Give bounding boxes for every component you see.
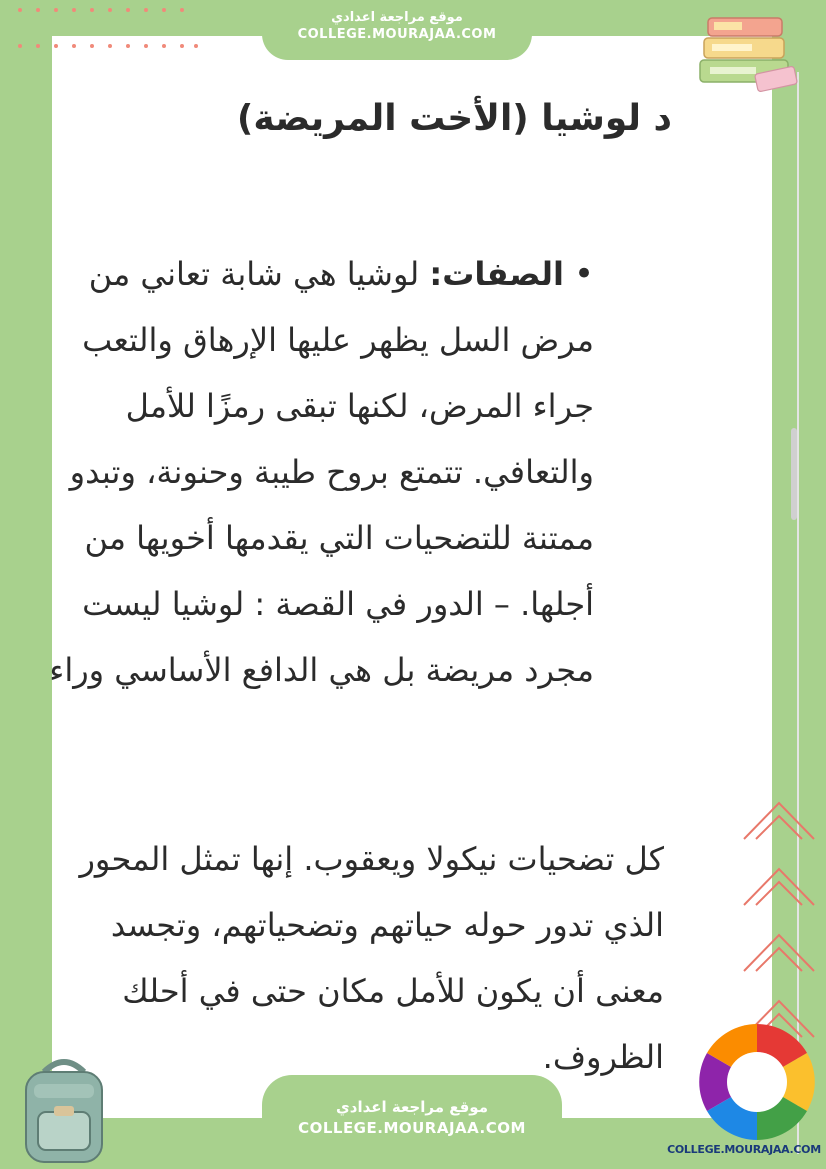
traits-paragraph	[24, 241, 594, 703]
continuation-paragraph: كل تضحيات نيكولا ويعقوب. إنها تمثل المحور الذي تدور حوله حياتهم وتضحياتهم، وتجسد معنى أن يكون للأمل مكان حتى في أحلك الظروف.	[79, 840, 664, 1076]
decorative-dots	[0, 0, 210, 60]
logo-site-url[interactable]: COLLEGE.MOURAJAA.COM	[667, 1143, 821, 1156]
header-site-url[interactable]: COLLEGE.MOURAJAA.COM	[297, 27, 497, 42]
role-text: – الدور في القصة : لوشيا ليست مجرد مريضة بل هي الدافع الأساسي وراء	[49, 585, 594, 689]
footer-site-tab[interactable]	[262, 1075, 562, 1169]
header-site-name: موقع مراجعة اعدادي	[331, 10, 463, 25]
document-page	[49, 36, 772, 1118]
scrollbar[interactable]	[791, 428, 797, 520]
subjects-wheel-icon	[696, 1022, 818, 1142]
header-site-tab[interactable]	[262, 0, 532, 60]
traits-label: الصفات:	[429, 255, 564, 293]
footer-site-name: موقع مراجعة اعدادي	[336, 1098, 488, 1116]
bullet-marker: •	[573, 254, 594, 294]
traits-text: لوشيا هي شابة تعاني من مرض السل يظهر عليها الإرهاق والتعب جراء المرض، لكنها تبقى رمزًا للأمل والتعافي. تتمتع بروح طيبة وحنونة، وتبدو ممتنة للتضحيات التي يقدمها أخويها من أجلها.	[69, 255, 594, 623]
books-icon	[696, 12, 806, 98]
footer-site-url[interactable]: COLLEGE.MOURAJAA.COM	[298, 1119, 526, 1137]
backpack-icon	[14, 1052, 114, 1164]
section-heading: د لوشيا (الأخت المريضة)	[236, 98, 672, 139]
